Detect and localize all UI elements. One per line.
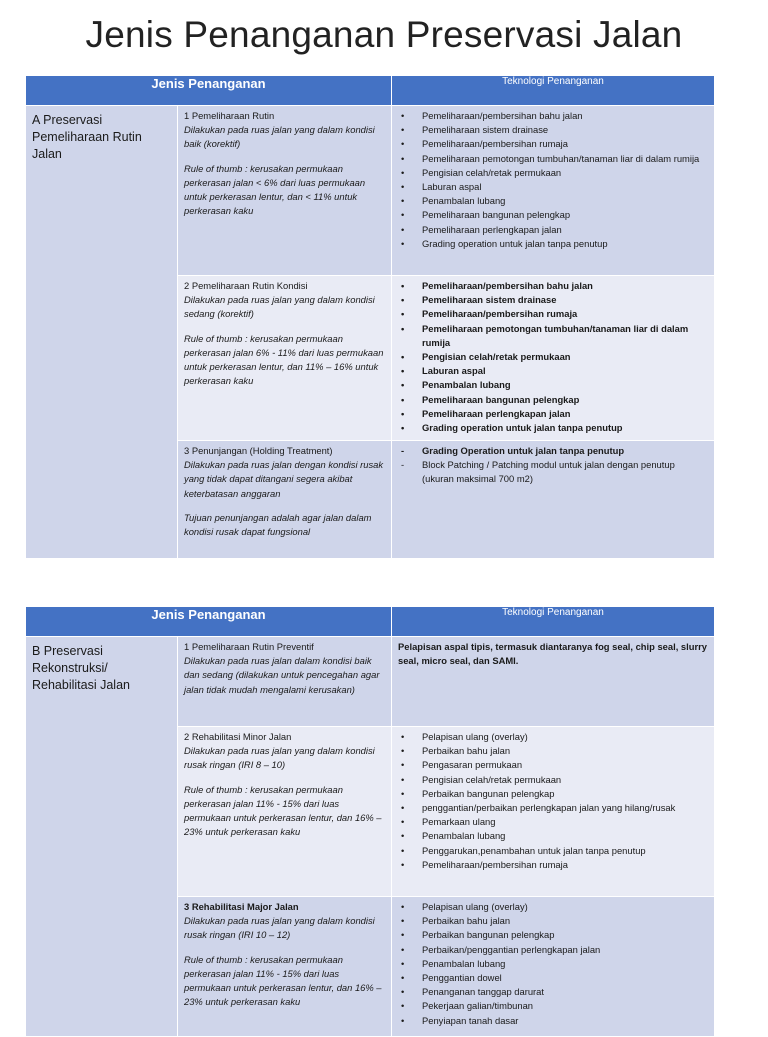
treatment-name: 3 Rehabilitasi Major Jalan xyxy=(184,901,299,912)
list-item: • Pemarkaan ulang xyxy=(398,815,708,829)
list-item: • Penambalan lubang xyxy=(398,829,708,843)
treatment-condition: Dilakukan pada ruas jalan yang dalam kondisi sedang (korektif) xyxy=(184,294,375,320)
treatment-description xyxy=(178,897,392,1037)
header-teknologi-penanganan: Teknologi Penanganan xyxy=(392,76,715,106)
treatment-condition: Dilakukan pada ruas jalan dengan kondisi rusak yang tidak dapat ditangani segera akibat keterbatasan anggaran xyxy=(184,459,384,499)
list-item: • Pemeliharaan bangunan pelengkap xyxy=(398,208,708,222)
list-item: • Pelapisan ulang (overlay) xyxy=(398,900,708,914)
treatment-description xyxy=(178,276,392,441)
treatment-table-a xyxy=(25,75,715,559)
list-item: • Pemeliharaan/pembersihan rumaja xyxy=(398,858,708,872)
treatment-condition: Dilakukan pada ruas jalan dalam kondisi baik dan sedang (dilakukan untuk pencegahan agar jalan tidak mudah mengalami kerusakan) xyxy=(184,655,380,695)
list-item: • Pemeliharaan/pembersihan bahu jalan xyxy=(398,279,708,293)
list-item: • Perbaikan bangunan pelengkap xyxy=(398,928,708,942)
treatment-description xyxy=(178,441,392,559)
treatment-description xyxy=(178,727,392,897)
list-item: • penggantian/perbaikan perlengkapan jalan yang hilang/rusak xyxy=(398,801,708,815)
header-teknologi-penanganan: Teknologi Penanganan xyxy=(392,607,715,637)
treatment-name: 1 Pemeliharaan Rutin xyxy=(184,110,275,121)
list-item: • Perbaikan bangunan pelengkap xyxy=(398,787,708,801)
list-item: - Block Patching / Patching modul untuk jalan dengan penutup (ukuran maksimal 700 m2) xyxy=(398,458,708,486)
list-item: • Penambalan lubang xyxy=(398,194,708,208)
list-item: • Pemeliharaan/pembersihan rumaja xyxy=(398,137,708,151)
list-item: • Pemeliharaan perlengkapan jalan xyxy=(398,407,708,421)
list-item: • Penambalan lubang xyxy=(398,378,708,392)
treatment-table-b xyxy=(25,606,715,1037)
technology-list xyxy=(392,727,715,897)
list-item: • Pemeliharaan/pembersihan rumaja xyxy=(398,307,708,321)
header-jenis-penanganan: Jenis Penanganan xyxy=(26,76,392,106)
list-item: • Pengisian celah/retak permukaan xyxy=(398,166,708,180)
list-item: • Perbaikan bahu jalan xyxy=(398,914,708,928)
treatment-description xyxy=(178,637,392,727)
list-item: • Pengisian celah/retak permukaan xyxy=(398,773,708,787)
treatment-rule: Rule of thumb : kerusakan permukaan perkerasan jalan < 6% dari luas permukaan untuk perkerasan lentur, dan < 11% untuk perkerasan kaku xyxy=(184,162,366,217)
technology-list xyxy=(392,276,715,441)
page-title: Jenis Penanganan Preservasi Jalan xyxy=(85,14,683,55)
technology-list xyxy=(392,441,715,559)
list-item: • Pengasaran permukaan xyxy=(398,758,708,772)
treatment-name: 3 Penunjangan (Holding Treatment) xyxy=(184,445,333,456)
treatment-rule: Rule of thumb : kerusakan permukaan perkerasan jalan 11% - 15% dari luas permukaan untuk perkerasan lentur, dan 16% – 23% untuk perkerasan kaku xyxy=(184,783,382,838)
list-item: • Pemeliharaan/pembersihan bahu jalan xyxy=(398,109,708,123)
list-item: • Penggarukan,penambahan untuk jalan tanpa penutup xyxy=(398,844,708,858)
treatment-condition: Dilakukan pada ruas jalan yang dalam kondisi rusak ringan (IRI 8 – 10) xyxy=(184,745,375,771)
list-item: • Penggantian dowel xyxy=(398,971,708,985)
list-item: • Pelapisan ulang (overlay) xyxy=(398,730,708,744)
list-item: • Pengisian celah/retak permukaan xyxy=(398,350,708,364)
list-item: • Laburan aspal xyxy=(398,364,708,378)
list-item: • Penanganan tanggap darurat xyxy=(398,985,708,999)
table-header-row xyxy=(26,76,715,106)
treatment-condition: Dilakukan pada ruas jalan yang dalam kondisi baik (korektif) xyxy=(184,124,375,150)
treatment-name: 2 Pemeliharaan Rutin Kondisi xyxy=(184,280,308,291)
list-item: • Pekerjaan galian/timbunan xyxy=(398,999,708,1013)
list-item: • Pemeliharaan sistem drainase xyxy=(398,123,708,137)
category-cell: B Preservasi Rekonstruksi/ Rehabilitasi Jalan xyxy=(26,637,178,1037)
treatment-name: 1 Pemeliharaan Rutin Preventif xyxy=(184,641,314,652)
treatment-condition: Dilakukan pada ruas jalan yang dalam kondisi rusak ringan (IRI 10 – 12) xyxy=(184,915,375,941)
list-item: • Laburan aspal xyxy=(398,180,708,194)
treatment-rule: Tujuan penunjangan adalah agar jalan dalam kondisi rusak dapat fungsional xyxy=(184,511,372,538)
list-item: • Perbaikan bahu jalan xyxy=(398,744,708,758)
treatment-name: 2 Rehabilitasi Minor Jalan xyxy=(184,731,292,742)
header-jenis-penanganan: Jenis Penanganan xyxy=(26,607,392,637)
treatment-rule: Rule of thumb : kerusakan permukaan perkerasan jalan 11% - 15% dari luas permukaan untuk perkerasan lentur, dan 16% – 23% untuk perkerasan kaku xyxy=(184,953,382,1008)
list-item: • Pemeliharaan sistem drainase xyxy=(398,293,708,307)
technology-list xyxy=(392,897,715,1037)
treatment-rule: Rule of thumb : kerusakan permukaan perkerasan jalan 6% - 11% dari luas permukaan untuk perkerasan lentur, dan 11% – 16% untuk perkerasan kaku xyxy=(184,332,384,387)
list-item: • Penyiapan tanah dasar xyxy=(398,1014,708,1028)
table-header-row xyxy=(26,607,715,637)
list-item: • Pemeliharaan perlengkapan jalan xyxy=(398,223,708,237)
technology-list xyxy=(392,106,715,276)
category-cell: A Preservasi Pemeliharaan Rutin Jalan xyxy=(26,106,178,559)
list-item: • Grading operation untuk jalan tanpa penutup xyxy=(398,237,708,251)
list-item: • Penambalan lubang xyxy=(398,957,708,971)
table-row xyxy=(26,106,715,276)
table-row xyxy=(26,637,715,727)
technology-paragraph: Pelapisan aspal tipis, termasuk diantaranya fog seal, chip seal, slurry seal, micro seal, dan SAMI. xyxy=(398,641,707,667)
technology-text xyxy=(392,637,715,727)
list-item: • Perbaikan/penggantian perlengkapan jalan xyxy=(398,943,708,957)
treatment-description xyxy=(178,106,392,276)
list-item: • Pemeliharaan pemotongan tumbuhan/tanaman liar di dalam rumija xyxy=(398,322,708,350)
list-item: • Pemeliharaan bangunan pelengkap xyxy=(398,393,708,407)
list-item: • Pemeliharaan pemotongan tumbuhan/tanaman liar di dalam rumija xyxy=(398,152,708,166)
list-item: - Grading Operation untuk jalan tanpa penutup xyxy=(398,444,708,458)
list-item: • Grading operation untuk jalan tanpa penutup xyxy=(398,421,708,435)
